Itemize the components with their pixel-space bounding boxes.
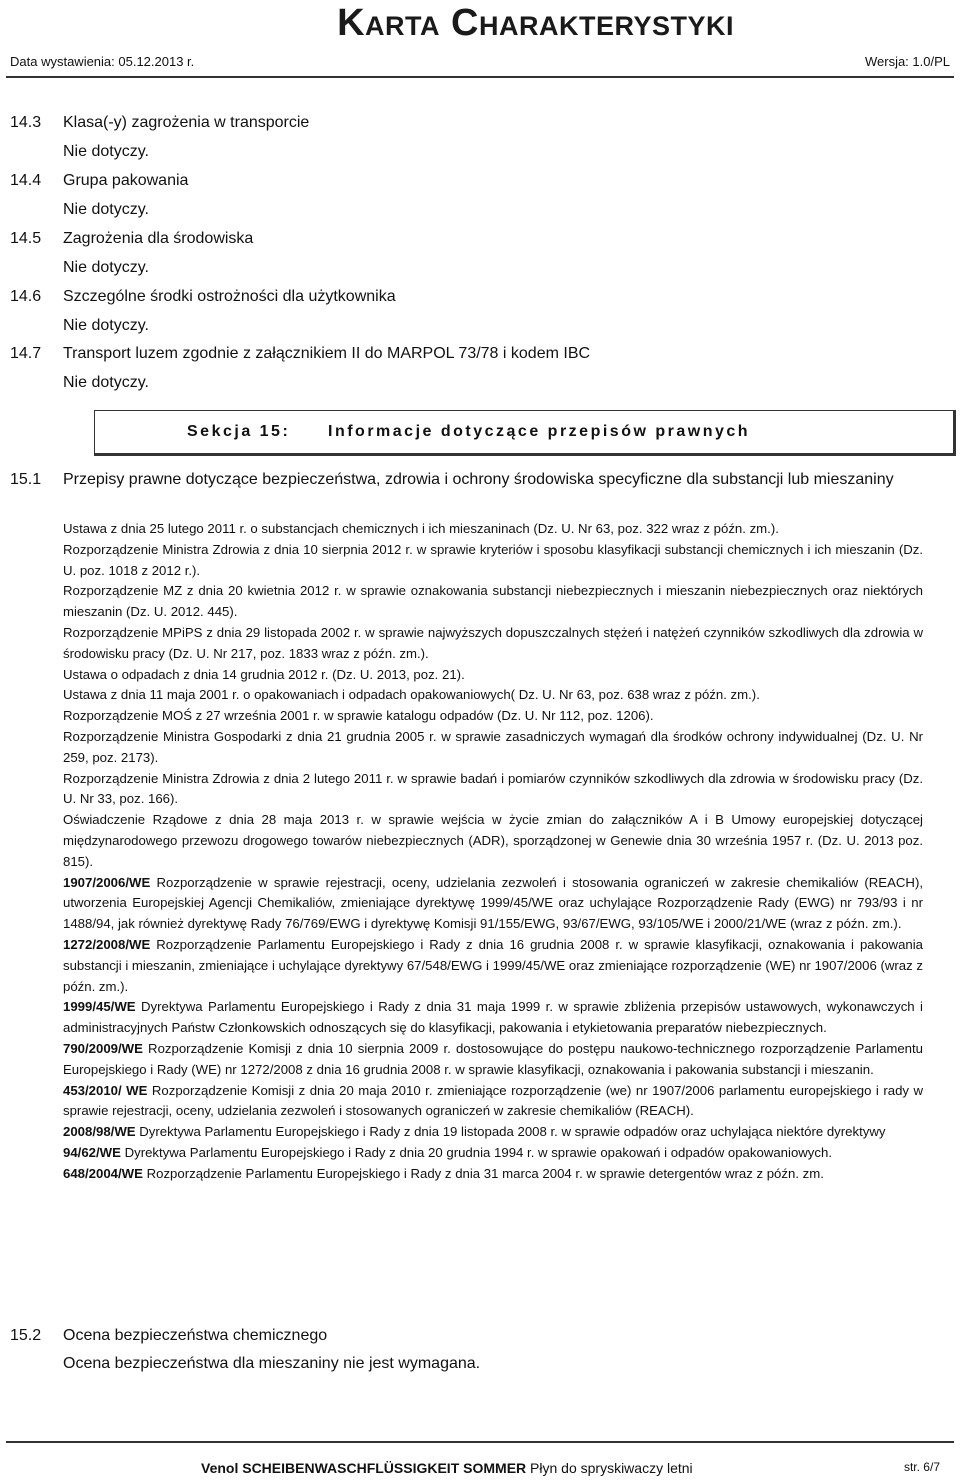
regulation-item bbox=[63, 1081, 923, 1123]
section-title: Informacje dotyczące przepisów prawnych bbox=[328, 423, 751, 440]
regulation-text: Oświadczenie Rządowe z dnia 28 maja 2013 r. w sprawie wejścia w życie zmian do załączników A i B Umowy europejskiej dotyczącej międzynarodowego przewozu drogowego towarów niebezpiecznych (ADR), sporządzonej w Genewie dnia 30 września 1957 r. (Dz. U. 2013 poz. 815). bbox=[63, 812, 923, 869]
regulation-code: 2008/98/WE bbox=[63, 1124, 136, 1140]
regulation-item bbox=[63, 727, 923, 769]
subsection-title: Przepisy prawne dotyczące bezpieczeństwa, zdrowia i ochrony środowiska specyficzne dla substancji lub mieszaniny bbox=[63, 471, 894, 488]
subsection-title: Transport luzem zgodnie z załącznikiem II do MARPOL 73/78 i kodem IBC bbox=[63, 345, 591, 362]
regulation-text: Dyrektywa Parlamentu Europejskiego i Rady z dnia 19 listopada 2008 r. w sprawie odpadów oraz uchylająca niektóre dyrektywy bbox=[135, 1124, 886, 1140]
regulation-text: Rozporządzenie MOŚ z 27 września 2001 r. w sprawie katalogu odpadów (Dz. U. Nr 112, poz. 1206). bbox=[63, 708, 654, 724]
subsection-body: Nie dotyczy. bbox=[63, 259, 149, 276]
regulation-text: Rozporządzenie Parlamentu Europejskiego i Rady z dnia 16 grudnia 2008 r. w sprawie klasyfikacji, oznakowania i pakowania substancji i mieszanin, zmieniające i uchylające dyrektywy 67/548/EWG i 1999/45/WE oraz zmieniające rozporządzenie (WE) nr 1907/2006 (wraz z późn. zm.). bbox=[63, 936, 923, 994]
subsection-heading bbox=[10, 230, 253, 248]
subsection-heading bbox=[10, 172, 188, 190]
regulation-text: Ustawa z dnia 25 lutego 2011 r. o substancjach chemicznych i ich mieszaninach (Dz. U. Nr 63, poz. 322 wraz z późn. zm.). bbox=[63, 521, 779, 536]
subsection-number: 14.3 bbox=[10, 114, 42, 131]
regulation-text: Rozporządzenie MPiPS z dnia 29 listopada 2002 r. w sprawie najwyższych dopuszczalnych stężeń i natężeń czynników szkodliwych dla zdrowia w środowisku pracy (Dz. U. Nr 217, poz. 1833 wraz z późn. zm.). bbox=[63, 624, 923, 661]
regulation-item bbox=[63, 1122, 923, 1143]
regulation-code: 1907/2006/WE bbox=[63, 874, 151, 890]
section-header-box bbox=[94, 410, 956, 456]
regulation-text: Dyrektywa Parlamentu Europejskiego i Rady z dnia 31 maja 1999 r. w sprawie zbliżenia przepisów ustawowych, wykonawczych i administracyjnych Państw Członkowskich odnoszących się do klasyfikacji, pakowania i etykietowania preparatów niebezpiecznych. bbox=[63, 999, 923, 1036]
footer-divider bbox=[6, 1441, 954, 1443]
regulation-item bbox=[63, 873, 923, 935]
product-name: Venol SCHEIBENWASCHFLÜSSIGKEIT SOMMER bbox=[201, 1460, 527, 1476]
regulation-item bbox=[63, 810, 923, 872]
regulation-text: Dyrektywa Parlamentu Europejskiego i Rady z dnia 20 grudnia 1994 r. w sprawie opakowań i odpadów opakowaniowych. bbox=[120, 1144, 832, 1160]
subsection-number: 15.2 bbox=[10, 1327, 42, 1344]
regulation-text: Rozporządzenie Parlamentu Europejskiego i Rady z dnia 31 marca 2004 r. w sprawie detergentów wraz z późn. zm. bbox=[142, 1165, 824, 1181]
regulation-text: Rozporządzenie w sprawie rejestracji, oceny, udzielania zezwoleń i stosowania ograniczeń w zakresie chemikaliów (REACH), utworzenia Europejskiej Agencji Chemikaliów, zmieniające dyrektywę 1999/45/WE oraz uchylające Rozporządzenie Rady (EWG) nr 793/93 i nr 1488/94, jak również dyrektywę Rady 76/769/EWG i dyrektywę Komisji 91/155/EWG, 93/67/EWG, 93/105/WE i 2000/21/WE (wraz z późn. zm.). bbox=[63, 874, 923, 932]
subsection-number: 14.7 bbox=[10, 345, 42, 362]
regulations-list bbox=[63, 519, 923, 1185]
regulation-item bbox=[63, 519, 923, 540]
subsection-body: Nie dotyczy. bbox=[63, 317, 149, 334]
regulation-item bbox=[63, 997, 923, 1039]
regulation-item bbox=[63, 935, 923, 997]
subsection-title: Ocena bezpieczeństwa chemicznego bbox=[63, 1327, 328, 1344]
subsection-body: Ocena bezpieczeństwa dla mieszaniny nie jest wymagana. bbox=[63, 1355, 481, 1372]
version: Wersja: 1.0/PL bbox=[864, 54, 950, 69]
subsection-heading bbox=[10, 114, 309, 132]
regulation-text: Rozporządzenie Komisji z dnia 10 sierpnia 2009 r. dostosowujące do postępu naukowo-technicznego rozporządzenie Parlamentu Europejskiego i Rady (WE) nr 1272/2008 z dnia 16 grudnia 2008 r. w sprawie klasyfikacji, oznakowania i pakowania substancji i mieszanin. bbox=[63, 1040, 923, 1077]
regulation-item bbox=[63, 581, 923, 623]
regulation-text: Rozporządzenie Ministra Zdrowia z dnia 2 lutego 2011 r. w sprawie badań i pomiarów czynników szkodliwych dla zdrowia w środowisku pracy (Dz. U. Nr 33, poz. 166). bbox=[63, 770, 923, 807]
section-label: Sekcja 15: bbox=[187, 423, 291, 440]
subsection-title: Grupa pakowania bbox=[63, 172, 189, 189]
regulation-item bbox=[63, 706, 923, 727]
document-title: Karta Charakterystyki bbox=[337, 2, 734, 44]
issue-date: Data wystawienia: 05.12.2013 r. bbox=[10, 54, 195, 69]
footer-product bbox=[201, 1460, 693, 1476]
header-divider bbox=[6, 76, 954, 78]
regulation-text: Rozporządzenie Komisji z dnia 20 maja 2010 r. zmieniające rozporządzenie (we) nr 1907/2006 parlamentu europejskiego i rady w sprawie rejestracji, oceny, udzielania zezwoleń i stosowanych ograniczeń w zakresie chemikaliów (REACH). bbox=[63, 1082, 924, 1119]
regulation-code: 1999/45/WE bbox=[63, 999, 136, 1015]
product-description: Płyn do spryskiwaczy letni bbox=[526, 1460, 693, 1476]
subsection-title: Zagrożenia dla środowiska bbox=[63, 230, 254, 247]
regulation-item bbox=[63, 1164, 923, 1185]
regulation-item bbox=[63, 665, 923, 686]
regulation-text: Ustawa o odpadach z dnia 14 grudnia 2012 r. (Dz. U. 2013, poz. 21). bbox=[63, 666, 465, 682]
regulation-item bbox=[63, 1143, 923, 1164]
subsection-body: Nie dotyczy. bbox=[63, 374, 149, 391]
page-number: str. 6/7 bbox=[903, 1460, 940, 1474]
regulation-code: 1272/2008/WE bbox=[63, 936, 151, 952]
regulation-text: Rozporządzenie Ministra Gospodarki z dnia 21 grudnia 2005 r. w sprawie zasadniczych wymagań dla środków ochrony indywidualnej (Dz. U. Nr 259, poz. 2173). bbox=[63, 728, 923, 765]
regulation-item bbox=[63, 623, 923, 665]
regulation-text: Rozporządzenie Ministra Zdrowia z dnia 10 sierpnia 2012 r. w sprawie kryteriów i sposobu klasyfikacji substancji chemicznych i ich mieszanin (Dz. U. poz. 1018 z 2012 r.). bbox=[63, 541, 923, 578]
subsection-number: 14.6 bbox=[10, 288, 42, 305]
subsection-title: Szczególne środki ostrożności dla użytkownika bbox=[63, 288, 396, 305]
subsection-heading bbox=[10, 345, 590, 363]
subsection-number: 14.4 bbox=[10, 172, 42, 189]
regulation-item bbox=[63, 685, 923, 706]
regulation-item bbox=[63, 769, 923, 811]
subsection-title: Klasa(-y) zagrożenia w transporcie bbox=[63, 114, 310, 131]
subsection-number: 14.5 bbox=[10, 230, 42, 247]
regulation-text: Rozporządzenie MZ z dnia 20 kwietnia 2012 r. w sprawie oznakowania substancji niebezpiecznych i mieszanin niebezpiecznych oraz niektórych mieszanin (Dz. U. 2012. 445). bbox=[63, 583, 923, 620]
subsection-number: 15.1 bbox=[10, 471, 42, 488]
subsection-heading bbox=[10, 1327, 327, 1345]
regulation-text: Ustawa z dnia 11 maja 2001 r. o opakowaniach i odpadach opakowaniowych( Dz. U. Nr 63, poz. 638 wraz z późn. zm.). bbox=[63, 687, 760, 703]
regulation-code: 453/2010/ WE bbox=[63, 1082, 148, 1098]
subsection-body: Nie dotyczy. bbox=[63, 201, 149, 218]
regulation-item bbox=[63, 1039, 923, 1081]
regulation-code: 648/2004/WE bbox=[63, 1165, 143, 1181]
subsection-heading bbox=[10, 288, 396, 306]
regulation-code: 790/2009/WE bbox=[63, 1040, 143, 1056]
subsection-body: Nie dotyczy. bbox=[63, 143, 149, 160]
regulation-item bbox=[63, 540, 923, 582]
regulation-code: 94/62/WE bbox=[63, 1144, 121, 1160]
